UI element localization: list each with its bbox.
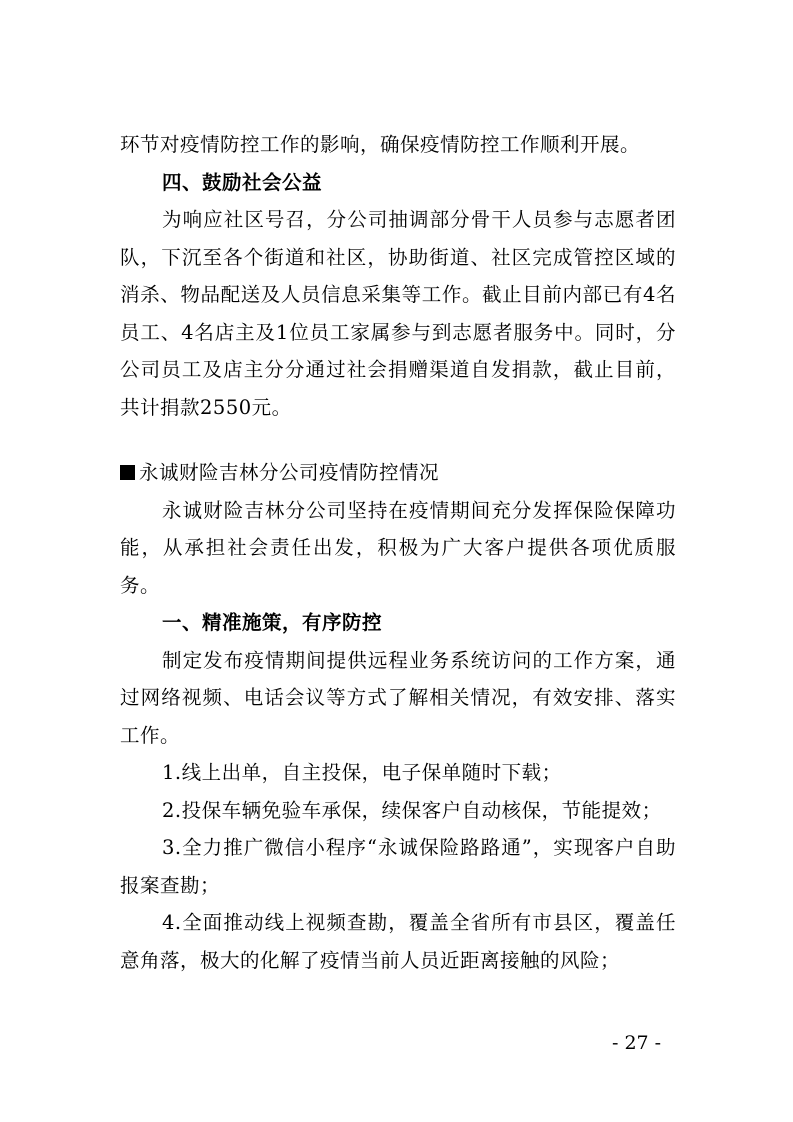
- paragraph-remote-plan: 制定发布疫情期间提供远程业务系统访问的工作方案，通过网络视频、电话会议等方式了解相关情况，有效安排、落实工作。: [120, 648, 676, 747]
- section-title: [120, 454, 676, 492]
- list-item-1: 1.线上出单，自主投保，电子保单随时下载；: [162, 761, 562, 784]
- list-item-2: 2.投保车辆免验车承保，续保客户自动核保，节能提效；: [162, 798, 662, 822]
- black-square-bullet-icon: [120, 465, 135, 480]
- paragraph-intro: 永诚财险吉林分公司坚持在疫情期间充分发挥保险保障功能，从承担社会责任出发，积极为广大客户提供各项优质服务。: [120, 498, 676, 597]
- list-item-4: 4.全面推动线上视频查勘，覆盖全省所有市县区，覆盖任意角落，极大的化解了疫情当前人员近距离接触的风险；: [120, 911, 676, 972]
- paragraph-volunteer-work: 为响应社区号召，分公司抽调部分骨干人员参与志愿者团队，下沉至各个街道和社区，协助街道、社区完成管控区域的消杀、物品配送及人员信息采集等工作。截止目前内部已有4名员工、4名店主及1位员工家属参与到志愿者服务中。同时，分公司员工及店主分分通过社会捐赠渠道自发捐款，截止目前，共计捐款2550元。: [120, 208, 676, 419]
- heading-precise-measures: 一、精准施策，有序防控: [162, 611, 383, 634]
- list-item-3: 3.全力推广微信小程序“永诚保险路路通”，实现客户自助报案查勘；: [120, 836, 676, 897]
- heading-encourage-public-welfare: 四、鼓励社会公益: [162, 170, 323, 194]
- section-title-text: 永诚财险吉林分公司疫情防控情况: [139, 461, 440, 484]
- paragraph-continued: 环节对疫情防控工作的影响，确保疫情防控工作顺利开展。: [120, 133, 641, 156]
- document-body: [120, 126, 676, 979]
- page-number: - 27 -: [612, 1032, 662, 1054]
